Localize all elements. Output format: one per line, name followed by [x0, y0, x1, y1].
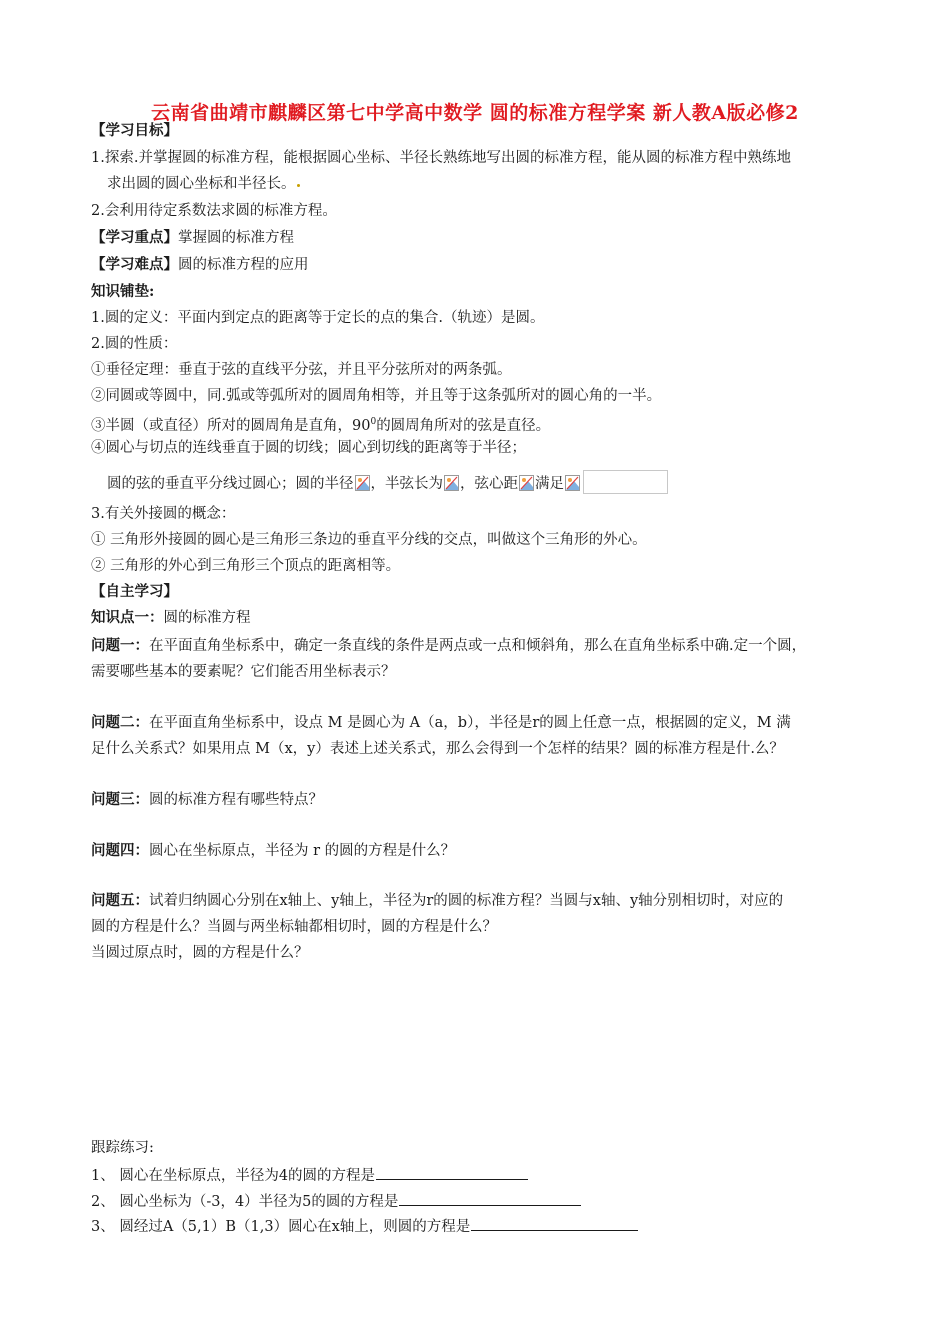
document-title: 云南省曲靖市麒麟区第七中学高中数学 圆的标准方程学案 新人教A版必修2 [151, 102, 799, 124]
property-1: ①垂径定理：垂直于弦的直线平分弦，并且平分弦所对的两条弧。 [91, 362, 512, 378]
key-point-heading: 【学习重点】 [91, 229, 178, 246]
difficulty-text: 圆的标准方程的应用 [178, 257, 309, 273]
circumcircle-point-1: ① 三角形外接圆的圆心是三角形三条边的垂直平分线的交点，叫做这个三角形的外心。 [91, 532, 647, 548]
answer-blank [471, 1216, 638, 1231]
question-4-label: 问题四： [91, 842, 149, 859]
objective-2: 2.会利用待定系数法求圆的标准方程。 [91, 203, 337, 219]
question-1-label: 问题一： [91, 637, 149, 654]
properties-heading: 2.圆的性质： [91, 336, 178, 352]
question-3: 问题三：圆的标准方程有哪些特点？ [91, 791, 323, 808]
answer-blank [376, 1165, 528, 1180]
difficulty-heading: 【学习难点】 [91, 256, 178, 273]
property-2: ②同圆或等圆中，同.弧或等弧所对的圆周角相等，并且等于这条弧所对的圆心角的一半。 [91, 388, 662, 404]
answer-blank [399, 1191, 581, 1206]
exercise-3: 3、 圆经过A（5,1）B（1,3）圆心在x轴上，则圆的方程是 [91, 1216, 638, 1237]
self-study-heading: 【自主学习】 [91, 583, 178, 600]
property-4: ④圆心与切点的连线垂直于圆的切线；圆心到切线的距离等于半径； [91, 440, 526, 456]
circumcircle-point-2: ② 三角形的外心到三角形三个顶点的距离相等。 [91, 558, 401, 574]
question-2-line-2: 足什么关系式？如果用点 M（x，y）表述上述关系式，那么会得到一个怎样的结果？圆的标准方程是什.么？ [91, 741, 784, 757]
circle-definition: 1.圆的定义：平面内到定点的距离等于定长的点的集合.（轨迹）是圆。 [91, 310, 545, 326]
question-5-line-2: 圆的方程是什么？当圆与两坐标轴都相切时，圆的方程是什么？ [91, 919, 497, 935]
objective-1-line-2: 求出圆的圆心坐标和半径长。 [107, 174, 301, 194]
image-placeholder-icon [519, 475, 534, 491]
question-2-line-1: 问题二：在平面直角坐标系中，设点 M 是圆心为 A（a，b），半径是r的圆上任意一点，根据圆的定义，M 满 [91, 714, 791, 731]
question-4: 问题四：圆心在坐标原点，半径为 r 的圆的方程是什么？ [91, 842, 456, 859]
knowledge-point-1: 知识点一：圆的标准方程 [91, 609, 251, 626]
key-point-text: 掌握圆的标准方程 [178, 230, 294, 246]
question-2-label: 问题二： [91, 714, 149, 731]
question-5-label: 问题五： [91, 892, 149, 909]
chord-property-line: 圆的弦的垂直平分线过圆心；圆的半径 ，半弦长为 ，弦心距 满足 [107, 470, 668, 494]
objective-1-line-1: 1.探索.并掌握圆的标准方程，能根据圆心坐标、半径长熟练地写出圆的标准方程，能从圆的标准方程中熟练地 [91, 150, 791, 166]
equation-image-frame [583, 470, 668, 494]
property-3: ③半圆（或直径）所对的圆周角是直角，$90^0$的圆周角所对的弦是直径。 [91, 417, 551, 434]
question-3-label: 问题三： [91, 791, 149, 808]
image-placeholder-icon [444, 475, 459, 491]
key-point-line [91, 228, 294, 248]
question-5-line-3: 当圆过原点时，圆的方程是什么？ [91, 945, 309, 961]
stray-dot [297, 184, 300, 187]
question-1-line-1: 问题一：在平面直角坐标系中，确定一条直线的条件是两点或一点和倾斜角，那么在直角坐标系中确.定一个圆， [91, 637, 807, 654]
exercise-1: 1、 圆心在坐标原点，半径为4的圆的方程是 [91, 1165, 528, 1186]
objectives-heading: 【学习目标】 [91, 122, 178, 139]
image-placeholder-icon [565, 475, 580, 491]
prep-heading: 知识铺垫: [91, 283, 155, 300]
circumcircle-heading: 3.有关外接圆的概念： [91, 506, 236, 522]
question-1-line-2: 需要哪些基本的要素呢？它们能否用坐标表示？ [91, 664, 396, 680]
image-placeholder-icon [355, 475, 370, 491]
difficulty-line [91, 255, 309, 275]
practice-heading: 跟踪练习: [91, 1140, 154, 1156]
exercise-2: 2、 圆心坐标为（-3，4）半径为5的圆的方程是 [91, 1191, 581, 1212]
question-5-line-1: 问题五：试着归纳圆心分别在x轴上、y轴上，半径为r的圆的标准方程？当圆与x轴、y轴分别相切时，对应的 [91, 892, 784, 909]
